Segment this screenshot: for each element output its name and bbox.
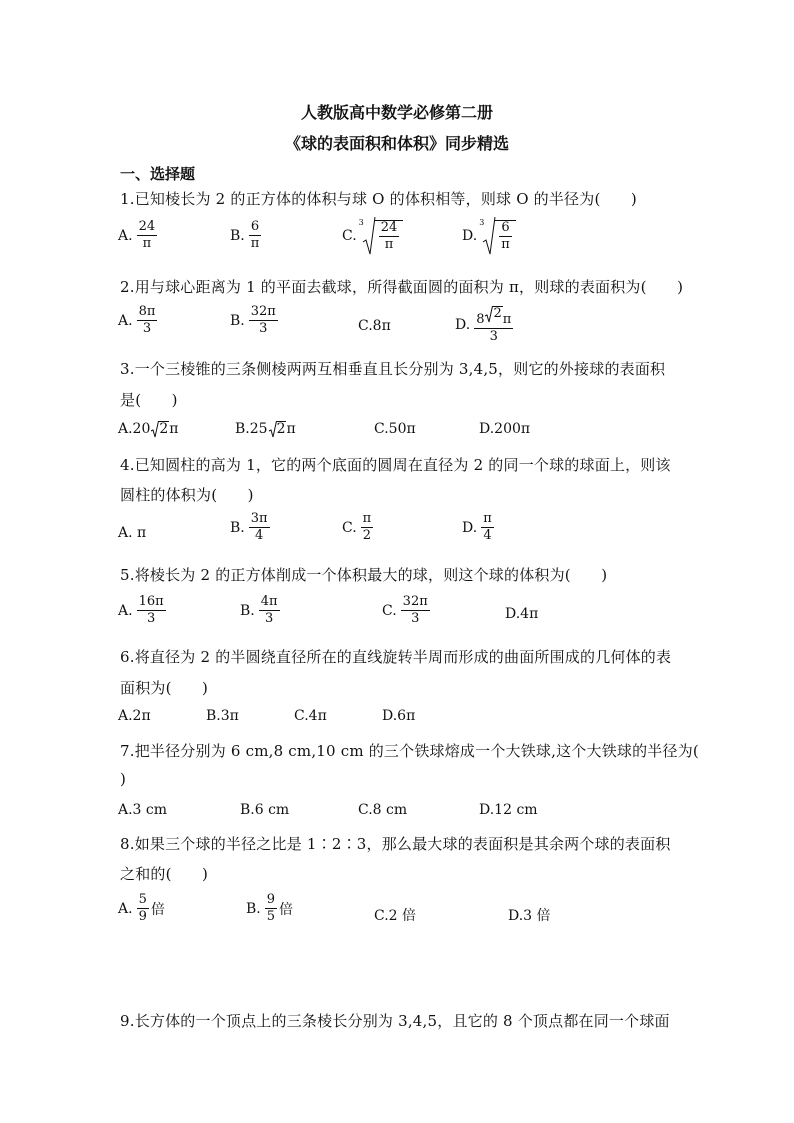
numerator: π	[361, 512, 374, 528]
question-3-line-2: 是( )	[120, 391, 178, 409]
denominator: π	[384, 237, 394, 252]
radicand	[375, 220, 404, 253]
q1-option-b	[230, 220, 263, 252]
radicand: 2	[159, 420, 169, 437]
fraction	[259, 595, 280, 627]
section-heading: 一、选择题	[120, 165, 196, 183]
q7-option-b: B.6 cm	[240, 802, 290, 818]
pi-symbol: π	[169, 421, 179, 437]
fraction	[481, 512, 494, 544]
square-root	[150, 420, 169, 438]
q4-option-d	[462, 512, 496, 544]
option-label: D.	[455, 316, 471, 333]
q6-option-c: C.4π	[294, 708, 327, 724]
q4-option-a: A. π	[118, 525, 147, 541]
q6-option-a: A.2π	[118, 708, 151, 724]
numerator: π	[481, 512, 494, 528]
root-index: 3	[358, 218, 364, 227]
fraction	[249, 512, 270, 544]
question-7-line-2: )	[120, 770, 127, 788]
question-4-line-1: 4.已知圆柱的高为 1，它的两个底面的圆周在直径为 2 的同一个球的球面上，则该	[120, 456, 671, 474]
numerator	[474, 305, 513, 329]
document-title: 人教版高中数学必修第二册	[300, 103, 493, 122]
question-6-line-2: 面积为( )	[120, 679, 209, 697]
q7-option-d: D.12 cm	[479, 802, 538, 818]
option-label: B.	[230, 519, 245, 536]
fraction	[379, 221, 400, 253]
denominator: 3	[265, 611, 274, 627]
cube-root	[359, 216, 404, 256]
numerator: 32π	[401, 595, 430, 611]
question-5: 5.将棱长为 2 的正方体削成一个体积最大的球，则这个球的体积为( )	[120, 566, 608, 584]
q5-option-c	[382, 595, 432, 627]
fraction	[361, 512, 374, 544]
q1-option-d	[462, 216, 516, 256]
radical-sign-icon	[482, 216, 496, 256]
fraction	[499, 221, 512, 253]
denominator: π	[250, 236, 260, 252]
q8-option-a	[118, 893, 165, 925]
option-label: B.25	[235, 421, 268, 437]
coefficient: 8	[476, 312, 485, 327]
denominator: 5	[266, 909, 276, 925]
numerator: 3π	[249, 512, 270, 528]
denominator: 3	[259, 321, 268, 337]
fraction	[137, 220, 158, 252]
numerator: 5	[137, 893, 149, 909]
q2-option-c: C.8π	[358, 318, 391, 334]
numerator: 8π	[137, 305, 158, 321]
pi-symbol: π	[286, 421, 296, 437]
q6-option-b: B.3π	[206, 708, 239, 724]
fraction	[137, 893, 149, 925]
option-label: B.	[230, 227, 245, 244]
option-label: A.	[118, 602, 133, 619]
question-7-line-1: 7.把半径分别为 6 cm,8 cm,10 cm 的三个铁球熔成一个大铁球,这个大铁球的半径为(	[120, 742, 699, 760]
denominator: 2	[362, 528, 372, 544]
square-root	[484, 305, 502, 323]
radical-sign-icon	[362, 216, 376, 256]
option-label: C.	[342, 519, 357, 536]
option-label: C.	[382, 602, 397, 619]
fraction	[401, 595, 430, 627]
numerator: 6	[499, 221, 511, 237]
denominator: 4	[255, 528, 264, 544]
pi-symbol: π	[502, 312, 512, 327]
q8-option-d: D.3 倍	[508, 908, 551, 924]
option-label: D.	[462, 228, 478, 244]
q5-option-a	[118, 595, 168, 627]
option-label: A.20	[118, 421, 151, 437]
option-label: D.	[462, 519, 478, 536]
document-subtitle: 《球的表面积和体积》同步精选	[284, 134, 509, 153]
q3-option-c: C.50π	[374, 421, 416, 437]
numerator: 24	[137, 220, 158, 236]
fraction	[249, 305, 278, 337]
q5-option-b	[240, 595, 282, 627]
denominator: 3	[411, 611, 420, 627]
fraction	[249, 220, 262, 252]
question-3-line-1: 3.一个三棱锥的三条侧棱两两互相垂直且长分别为 3,4,5，则它的外接球的表面积	[120, 360, 666, 378]
option-label: A.	[118, 227, 133, 244]
question-8-line-2: 之和的( )	[120, 865, 209, 883]
radicand: 2	[276, 420, 286, 437]
denominator: π	[501, 237, 510, 252]
root-index: 3	[479, 218, 485, 227]
option-label: B.	[230, 312, 245, 329]
numerator: 16π	[137, 595, 166, 611]
q3-option-b	[235, 420, 296, 438]
q2-option-a	[118, 305, 159, 337]
option-label: A.	[118, 900, 133, 917]
question-1: 1.已知棱长为 2 的正方体的体积与球 O 的体积相等，则球 O 的半径为( )	[120, 190, 637, 208]
fraction	[137, 595, 166, 627]
q7-option-c: C.8 cm	[358, 802, 408, 818]
q3-option-a	[118, 420, 179, 438]
numerator: 24	[379, 221, 400, 237]
denominator: 3	[146, 611, 156, 627]
cube-root	[479, 216, 516, 256]
q4-option-c	[342, 512, 375, 544]
option-label: C.	[342, 228, 357, 244]
question-4-line-2: 圆柱的体积为( )	[120, 486, 254, 504]
q6-option-d: D.6π	[382, 708, 416, 724]
numerator: 4π	[259, 595, 280, 611]
question-2: 2.用与球心距离为 1 的平面去截球，所得截面圆的面积为 π，则球的表面积为( )	[120, 278, 684, 296]
q4-option-b	[230, 512, 272, 544]
q7-option-a: A.3 cm	[118, 802, 168, 818]
denominator: 3	[489, 329, 498, 345]
q2-option-d	[455, 305, 515, 345]
option-label: B.	[246, 900, 261, 917]
q1-option-a	[118, 220, 159, 252]
q8-option-c: C.2 倍	[374, 908, 417, 924]
question-8-line-1: 8.如果三个球的半径之比是 1∶2∶3，那么最大球的表面积是其余两个球的表面积	[120, 835, 671, 853]
numerator: 9	[265, 893, 277, 909]
q1-option-c	[342, 216, 403, 256]
numerator: 32π	[249, 305, 278, 321]
radicand: 2	[493, 306, 502, 322]
radicand	[495, 220, 516, 253]
denominator: π	[142, 236, 152, 252]
fraction	[474, 305, 513, 345]
denominator: 3	[142, 321, 152, 337]
numerator: 6	[249, 220, 261, 236]
question-6-line-1: 6.将直径为 2 的半圆绕直径所在的直线旋转半周而形成的曲面所围成的几何体的表	[120, 648, 672, 666]
q2-option-b	[230, 305, 280, 337]
question-9: 9.长方体的一个顶点上的三条棱长分别为 3,4,5，且它的 8 个顶点都在同一个球面	[120, 1012, 670, 1030]
fraction	[265, 893, 277, 925]
q3-option-d: D.200π	[479, 421, 531, 437]
unit-label: 倍	[150, 901, 165, 918]
q5-option-d: D.4π	[505, 606, 539, 622]
square-root	[268, 420, 287, 438]
option-label: B.	[240, 602, 255, 619]
option-label: A.	[118, 312, 133, 329]
q8-option-b	[246, 893, 293, 925]
denominator: 4	[483, 528, 492, 544]
fraction	[137, 305, 158, 337]
unit-label: 倍	[279, 901, 294, 918]
denominator: 9	[138, 909, 147, 925]
